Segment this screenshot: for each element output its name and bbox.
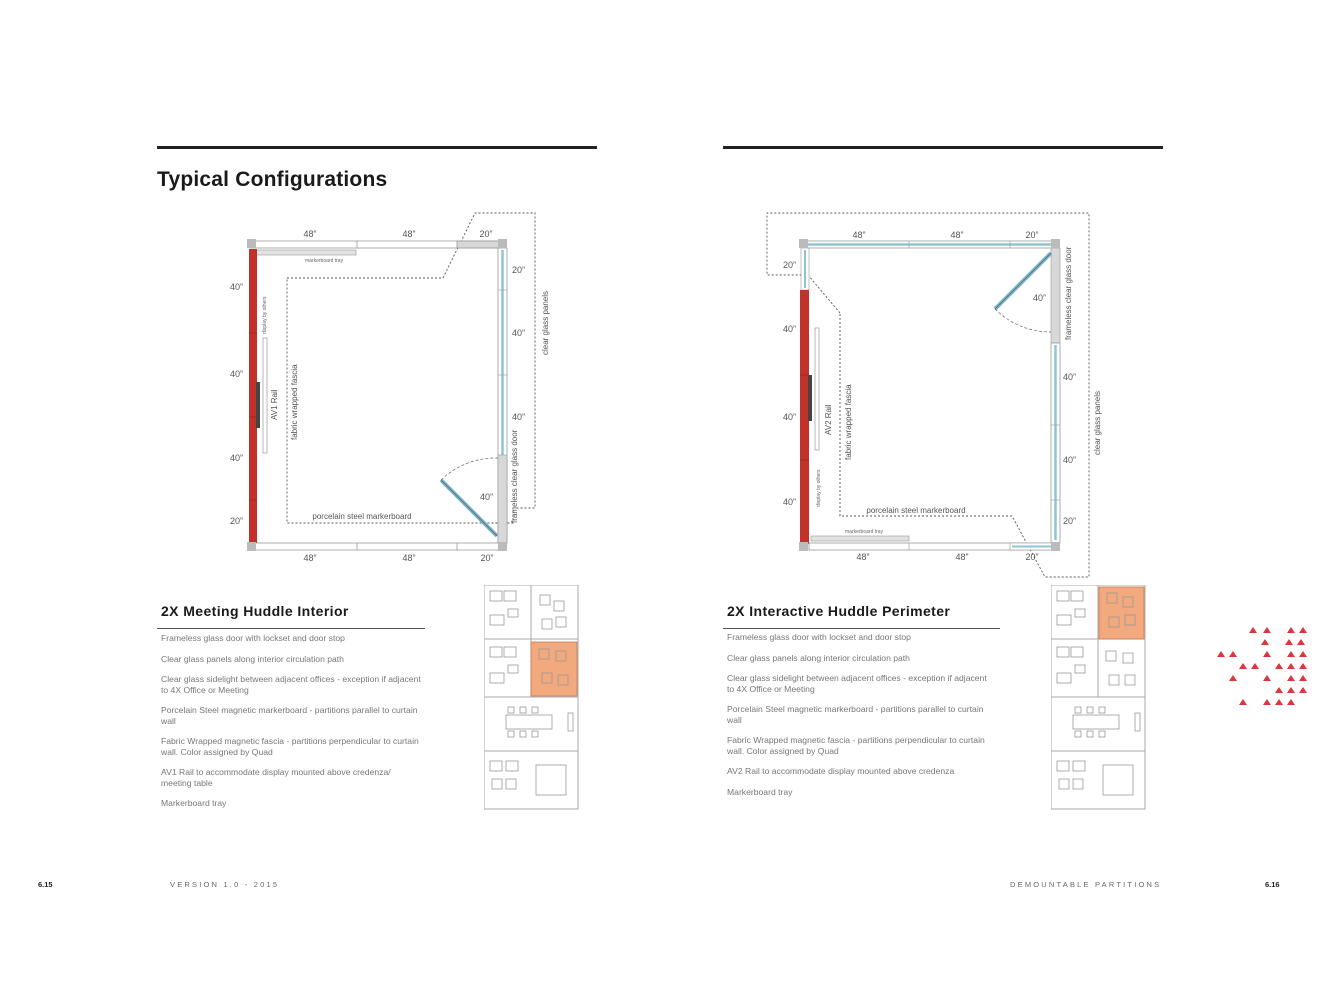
dim-left-3: 40” bbox=[782, 412, 796, 422]
feature-item: Porcelain Steel magnetic markerboard - partitions parallel to curtain wall bbox=[727, 704, 984, 725]
feature-item: Clear glass panels along interior circulation path bbox=[727, 652, 910, 663]
footer-section-name: DEMOUNTABLE PARTITIONS bbox=[1010, 880, 1162, 889]
frameless-door-label: frameless clear glass door bbox=[510, 429, 519, 523]
feature-item: Fabric Wrapped magnetic fascia - partitions perpendicular to curtain wall. Color assigned by Quad bbox=[161, 736, 419, 757]
feature-item: Porcelain Steel magnetic markerboard - partitions parallel to curtain wall bbox=[161, 705, 418, 726]
right-section-title: 2X Interactive Huddle Perimeter bbox=[727, 603, 951, 619]
left-section-rule bbox=[157, 628, 425, 629]
feature-item: Frameless glass door with lockset and door stop bbox=[727, 632, 911, 642]
decorative-triangle-pattern bbox=[1210, 620, 1320, 710]
page-number-right: 6.16 bbox=[1265, 880, 1280, 889]
dim-bot-2: 48” bbox=[402, 553, 416, 563]
feature-item: Clear glass sidelight between adjacent offices - exception if adjacent to 4X Office or Meeting bbox=[161, 674, 421, 695]
clear-panels-label: clear glass panels bbox=[541, 290, 550, 355]
dim-right-3: 40” bbox=[512, 412, 526, 422]
left-floor-plan bbox=[0, 0, 660, 600]
dim-right-1: 40” bbox=[1063, 372, 1077, 382]
dim-right-1: 20” bbox=[512, 265, 526, 275]
dim-door: 40” bbox=[480, 492, 494, 502]
right-key-plan bbox=[1051, 585, 1147, 811]
right-feature-list bbox=[727, 632, 992, 807]
feature-item: Markerboard tray bbox=[727, 786, 793, 797]
left-feature-list bbox=[161, 633, 421, 819]
markerboard-tray-label: markerboard tray bbox=[845, 529, 884, 535]
fabric-fascia-label: fabric wrapped fascia bbox=[290, 364, 299, 440]
porcelain-label: porcelain steel markerboard bbox=[866, 506, 966, 515]
dim-top-1: 48” bbox=[303, 229, 317, 239]
markerboard-tray-label: markerboard tray bbox=[305, 258, 344, 264]
dim-bot-1: 48” bbox=[303, 553, 317, 563]
dim-bot-3: 20” bbox=[480, 553, 494, 563]
right-section-rule bbox=[723, 628, 1000, 629]
dim-left-4: 40” bbox=[782, 497, 796, 507]
feature-item: Fabric Wrapped magnetic fascia - partitions perpendicular to curtain wall. Color assigned by Quad bbox=[727, 735, 985, 756]
display-by-others-label: display by others bbox=[262, 296, 268, 334]
dim-left-4: 20” bbox=[229, 516, 243, 526]
feature-item: AV1 Rail to accommodate display mounted above credenza/ meeting table bbox=[161, 767, 391, 788]
frameless-door-label: frameless clear glass door bbox=[1064, 246, 1073, 340]
feature-item: Markerboard tray bbox=[161, 798, 227, 808]
dim-top-2: 48” bbox=[402, 229, 416, 239]
dim-left-1: 40” bbox=[229, 282, 243, 292]
fabric-fascia-label: fabric wrapped fascia bbox=[844, 384, 853, 460]
porcelain-label: porcelain steel markerboard bbox=[312, 512, 412, 521]
dim-right-2: 40” bbox=[512, 328, 526, 338]
av-rail-label: AV1 Rail bbox=[270, 389, 279, 420]
dim-top-1: 48” bbox=[852, 230, 866, 240]
page-title: Typical Configurations bbox=[157, 168, 388, 191]
dim-bot-2: 48” bbox=[955, 552, 969, 562]
left-key-plan bbox=[484, 585, 580, 811]
page-number-left: 6.15 bbox=[38, 880, 53, 889]
dim-bot-3: 20” bbox=[1025, 552, 1039, 562]
dim-left-1: 20” bbox=[782, 260, 796, 270]
dim-top-3: 20” bbox=[1025, 230, 1039, 240]
footer-version: VERSION 1.0 - 2015 bbox=[170, 880, 280, 889]
feature-item: Frameless glass door with lockset and door stop bbox=[161, 633, 345, 643]
dim-left-2: 40” bbox=[782, 324, 796, 334]
clear-panels-label: clear glass panels bbox=[1093, 390, 1102, 455]
right-floor-plan bbox=[660, 0, 1320, 600]
av-rail-label: AV2 Rail bbox=[824, 404, 833, 435]
dim-right-2: 40” bbox=[1063, 455, 1077, 465]
feature-item: Clear glass panels along interior circulation path bbox=[161, 653, 344, 664]
left-section-title: 2X Meeting Huddle Interior bbox=[161, 603, 349, 619]
feature-item: AV2 Rail to accommodate display mounted above credenza bbox=[727, 766, 955, 776]
dim-left-3: 40” bbox=[229, 453, 243, 463]
display-by-others-label: display by others bbox=[816, 469, 822, 507]
dim-top-3: 20” bbox=[479, 229, 493, 239]
dim-bot-1: 48” bbox=[856, 552, 870, 562]
feature-item: Clear glass sidelight between adjacent offices - exception if adjacent to 4X Office or Meeting bbox=[727, 673, 987, 694]
dim-right-3: 20” bbox=[1063, 516, 1077, 526]
dim-door: 40” bbox=[1033, 293, 1047, 303]
dim-left-2: 40” bbox=[229, 369, 243, 379]
dim-top-2: 48” bbox=[950, 230, 964, 240]
